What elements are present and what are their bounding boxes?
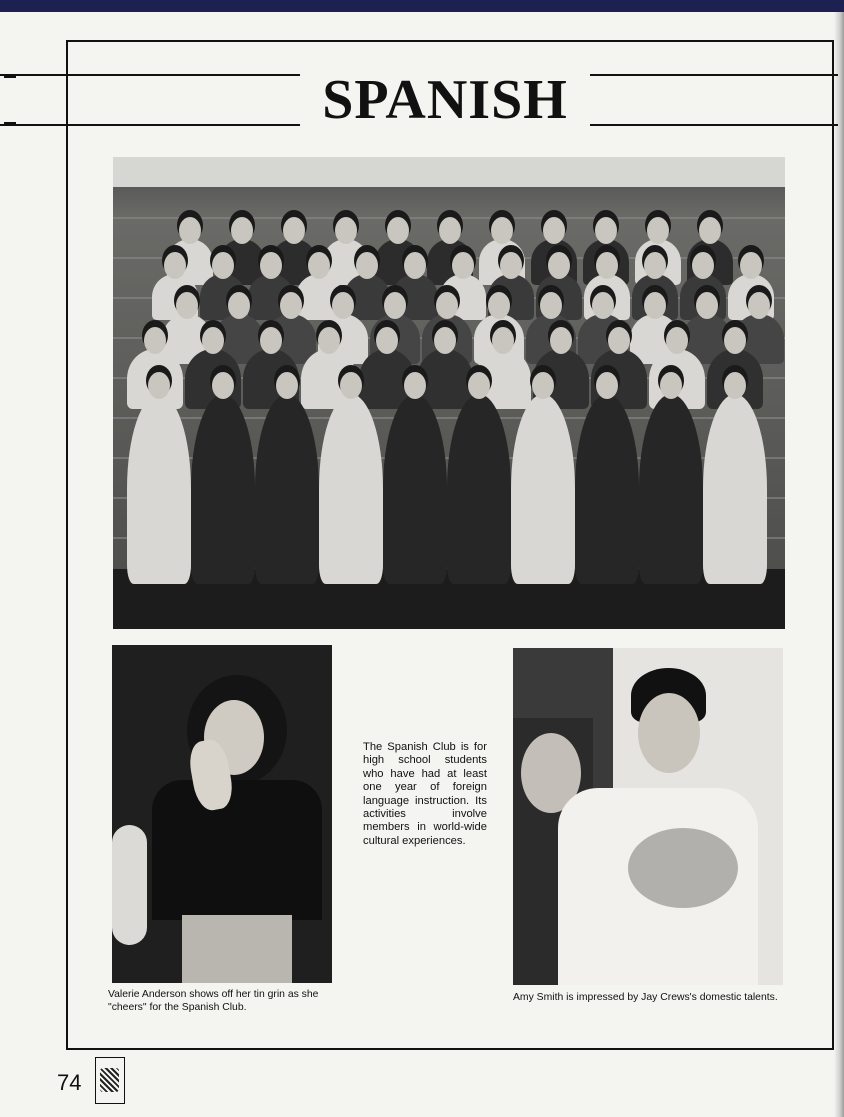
caption-left: Valerie Anderson shows off her tin grin as she "cheers" for the Spanish Club. [108,989,319,1013]
member-face [144,327,166,354]
member-face [179,217,201,244]
member-face [228,292,250,319]
member-face [212,372,234,399]
member-figure [255,394,319,584]
member-face [276,372,298,399]
member-figure [127,394,191,584]
member-figure [703,394,767,584]
member-face [724,372,746,399]
member-face [164,252,186,279]
member-face [335,217,357,244]
member-face [202,327,224,354]
member-face [488,292,510,319]
member-face [492,327,514,354]
member-face [439,217,461,244]
member-face [696,292,718,319]
member-face [318,327,340,354]
candid-photo-left [112,645,332,983]
top-band [0,0,844,12]
member-figure [191,394,255,584]
member-face [376,327,398,354]
member-face [692,252,714,279]
member-face [550,327,572,354]
caption-right: Amy Smith is impressed by Jay Crews's domestic talents. [513,992,778,1003]
member-face [540,292,562,319]
member-face [260,327,282,354]
page-edge [834,12,844,1117]
member-face [660,372,682,399]
member-face [644,252,666,279]
member-face [644,292,666,319]
member-face [176,292,198,319]
member-face [404,252,426,279]
candid-photo-right [513,648,783,985]
group-photo [113,157,785,629]
member-face [280,292,302,319]
member-face [468,372,490,399]
member-face [748,292,770,319]
member-face [500,252,522,279]
school-crest-icon [95,1057,125,1104]
member-face [231,217,253,244]
member-face [543,217,565,244]
member-face [699,217,721,244]
member-figure [511,394,575,584]
member-face [666,327,688,354]
member-face [356,252,378,279]
member-face [332,292,354,319]
member-face [595,217,617,244]
page-title: SPANISH [300,70,590,130]
member-face [452,252,474,279]
member-figure [639,394,703,584]
member-face [283,217,305,244]
member-figure [319,394,383,584]
club-description: The Spanish Club is for high school students who have had at least one year of foreign language instruction. Its activities involve members in world-wide cultural experiences. [363,741,487,847]
member-face [404,372,426,399]
member-face [491,217,513,244]
member-face [340,372,362,399]
member-face [596,252,618,279]
member-face [434,327,456,354]
member-face [647,217,669,244]
member-face [548,252,570,279]
member-face [724,327,746,354]
member-face [436,292,458,319]
member-face [532,372,554,399]
member-face [608,327,630,354]
member-face [308,252,330,279]
member-face [592,292,614,319]
member-figure [575,394,639,584]
member-face [384,292,406,319]
member-face [740,252,762,279]
member-face [387,217,409,244]
member-face [212,252,234,279]
member-face [148,372,170,399]
member-face [260,252,282,279]
member-figure [447,394,511,584]
member-face [596,372,618,399]
member-figure [383,394,447,584]
page-number: 74 [57,1070,82,1095]
